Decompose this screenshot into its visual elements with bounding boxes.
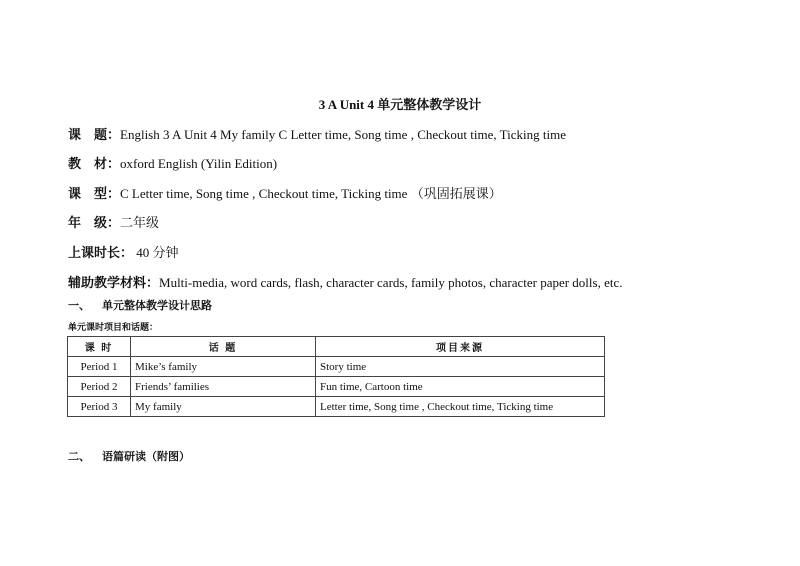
field-duration-label: 上课时长：: [68, 245, 134, 260]
table-cell-topic: My family: [131, 397, 316, 417]
field-lesson-type: [68, 183, 502, 202]
field-grade-label: 年 级：: [68, 215, 121, 230]
field-topic-value: English 3 A Unit 4 My family C Letter time, Song time , Checkout time, Ticking time: [120, 127, 566, 142]
table-row: [68, 357, 605, 377]
table-header-topic: 话 题: [131, 337, 316, 357]
section-1-heading: [68, 297, 212, 313]
section-2-title: 语篇研读（附图）: [102, 451, 190, 463]
section-1-title: 单元整体教学设计思路: [102, 300, 212, 312]
table-cell-topic: Friends’ families: [131, 377, 316, 397]
table-row: [68, 397, 605, 417]
table-row: [68, 377, 605, 397]
table-header-row: [68, 337, 605, 357]
table-header-period: 课 时: [68, 337, 131, 357]
field-textbook: [68, 153, 277, 172]
field-textbook-value: oxford English (Yilin Edition): [120, 156, 278, 171]
table-cell-period: Period 1: [68, 357, 131, 377]
field-grade-value: 二年级: [120, 215, 160, 230]
document-title: 3 A Unit 4 单元整体教学设计: [318, 97, 482, 112]
table-cell-source: Letter time, Song time , Checkout time, Ticking time: [316, 397, 605, 417]
field-materials-value: Multi-media, word cards, flash, character cards, family photos, character paper dolls, etc.: [159, 275, 623, 290]
table-cell-period: Period 3: [68, 397, 131, 417]
field-grade: [68, 212, 159, 231]
table-header-source: 项目来源: [316, 337, 605, 357]
section-1-number: 一、: [68, 300, 90, 312]
table-cell-topic: Mike’s family: [131, 357, 316, 377]
field-duration-value: 40 分钟: [133, 245, 179, 260]
table-cell-source: Fun time, Cartoon time: [316, 377, 605, 397]
field-lesson-type-value: C Letter time, Song time , Checkout time, Ticking time （巩固拓展课）: [120, 186, 502, 201]
field-textbook-label: 教 材：: [68, 156, 121, 171]
section-2-heading: [68, 448, 190, 464]
table-cell-source: Story time: [316, 357, 605, 377]
lesson-plan-table: [67, 336, 605, 417]
section-2-number: 二、: [68, 451, 90, 463]
field-topic-label: 课 题：: [68, 127, 121, 142]
field-lesson-type-label: 课 型：: [68, 186, 121, 201]
table-cell-period: Period 2: [68, 377, 131, 397]
section-1-subheading: 单元课时项目和话题：: [68, 322, 159, 332]
field-duration: [68, 242, 179, 261]
field-materials-label: 辅助教学材料：: [68, 275, 160, 290]
field-materials: [68, 272, 623, 291]
field-topic: [68, 124, 566, 143]
